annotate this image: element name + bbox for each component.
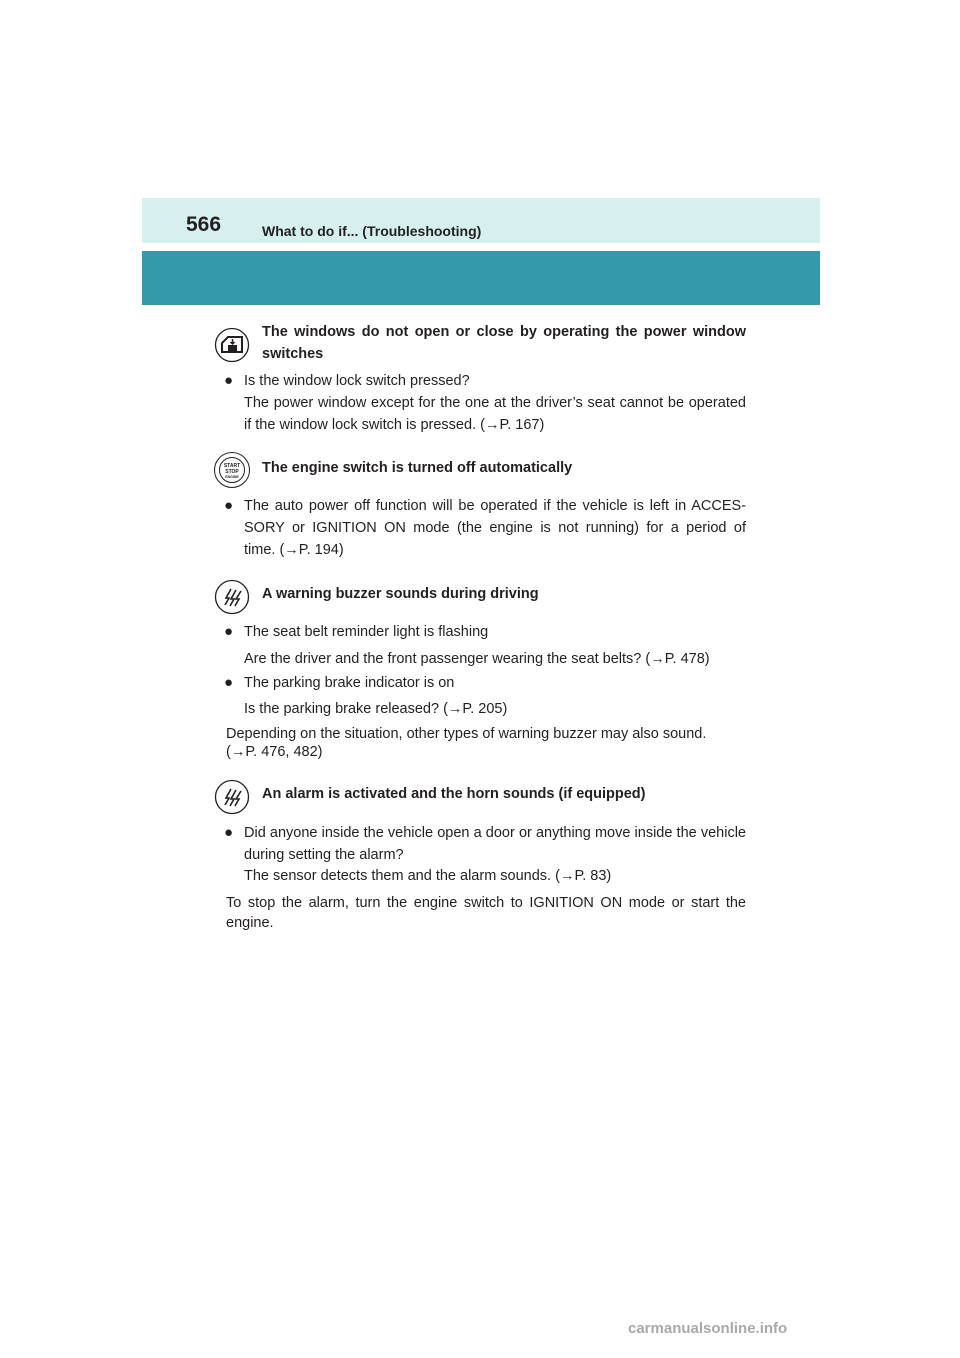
list-item: Is the window lock switch pressed? — [244, 373, 470, 389]
list-item-detail: The power window except for the one at the driver’s seat cannot be operated — [244, 395, 746, 411]
bullet: ● — [224, 497, 234, 514]
warning-buzzer-icon — [214, 579, 250, 615]
list-item: time. (→P. 194) — [244, 542, 344, 558]
section-heading: The windows do not open or close by operating the power window — [262, 324, 746, 340]
icon-label: START — [223, 463, 241, 469]
bullet: ● — [224, 824, 234, 841]
section-note: (→P. 476, 482) — [226, 744, 323, 760]
section-heading-cont: switches — [262, 346, 324, 362]
list-item: SORY or IGNITION ON mode (the engine is not running) for a period of — [244, 520, 746, 536]
section-note: To stop the alarm, turn the engine switch to IGNITION ON mode or start the — [226, 895, 746, 911]
bullet: ● — [224, 372, 234, 389]
section-heading: An alarm is activated and the horn sounds (if equipped) — [262, 786, 646, 802]
section-note: engine. — [226, 915, 274, 931]
icon-label: STOP — [225, 468, 239, 475]
engine-start-stop-icon — [214, 452, 250, 488]
list-item-detail: Is the parking brake released? (→P. 205) — [244, 701, 508, 717]
section-band — [142, 251, 820, 305]
list-item-detail: Are the driver and the front passenger wearing the seat belts? (→P. 478) — [244, 651, 710, 667]
watermark: carmanualsonline.info — [628, 1320, 788, 1337]
section-note: Depending on the situation, other types of warning buzzer may also sound. — [226, 726, 707, 742]
chapter-title: What to do if... (Troubleshooting) — [262, 223, 482, 239]
alarm-icon — [214, 779, 250, 815]
icon-label: ENGINE — [225, 475, 239, 479]
bullet: ● — [224, 674, 234, 691]
list-item: The seat belt reminder light is flashing — [244, 624, 489, 640]
section-heading: A warning buzzer sounds during driving — [262, 586, 539, 602]
power-window-icon — [214, 327, 250, 363]
list-item-detail: The sensor detects them and the alarm sounds. (→P. 83) — [244, 868, 612, 884]
list-item-detail: if the window lock switch is pressed. (→P. 167) — [244, 417, 545, 433]
bullet: ● — [224, 623, 234, 640]
list-item: Did anyone inside the vehicle open a door or anything move inside the vehicle — [244, 825, 746, 841]
list-item: during setting the alarm? — [244, 847, 404, 863]
page-number: 566 — [186, 213, 222, 236]
list-item: The parking brake indicator is on — [244, 675, 455, 691]
list-item: The auto power off function will be operated if the vehicle is left in ACCES- — [244, 498, 746, 514]
section-heading: The engine switch is turned off automatically — [262, 460, 573, 476]
